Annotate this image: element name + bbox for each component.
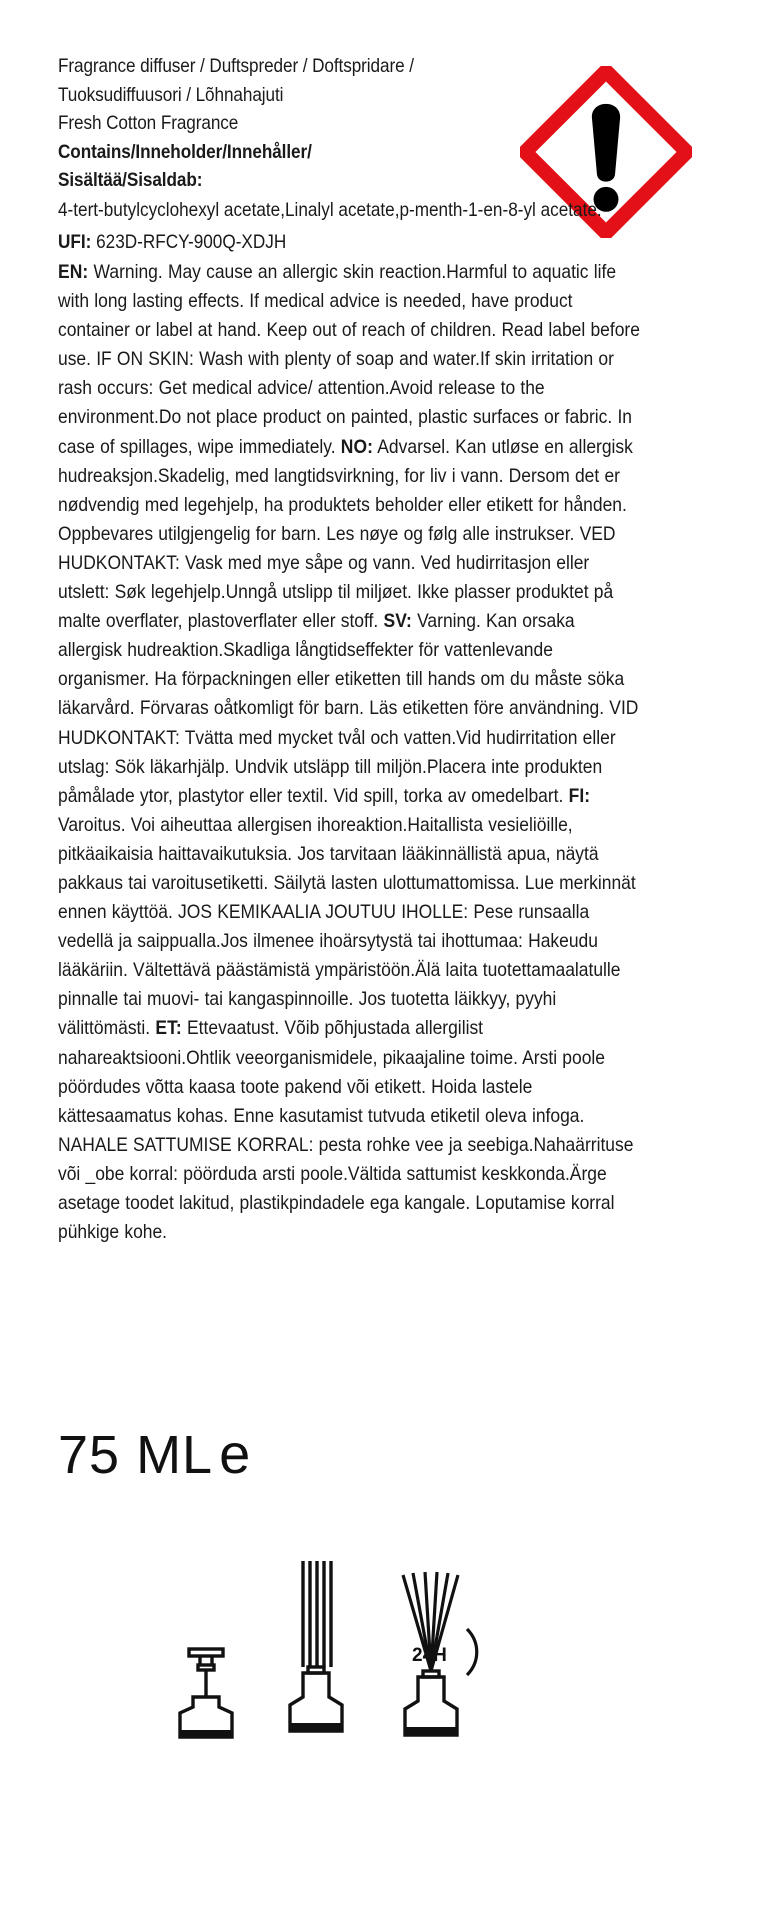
product-name-block [58, 52, 478, 195]
label-header [58, 52, 698, 195]
lang-code-fi: FI: [568, 784, 591, 807]
ufi-label: UFI: [58, 231, 92, 253]
hazard-statements-paragraph [58, 258, 643, 1247]
warning-text-no: Advarsel. Kan utløse en allergisk hudreaksjon.Skadelig, med langtidsvirkning, for liv i vann. Dersom det er nødvendig med legehjelp, ha produktets beholder eller etikett for hånden. Oppbevares utilgjengelig for barn. Les nøye og følg alle instrukser. VED HUDKONTAKT: Vask med mye såpe og vann. Ved hudirritasjon eller utslett: Søk legehjelp.Unngå utslipp til miljøet. Ikke plasser produktet på malte overflater, plastoverflater eller stoff. [58, 435, 633, 633]
diffuser-bottle-with-reeds-icon [270, 1555, 362, 1745]
diffuser-bottle-closed-icon [160, 1635, 252, 1745]
duration-label: 24H [412, 1645, 447, 1666]
product-name-line-2: Tuoksudiffuusori / Lõhnahajuti [58, 83, 284, 106]
warning-text-fi: Varoitus. Voi aiheuttaa allergisen ihoreaktion.Haitallista vesieliöille, pitkäaikaisia haittavaikutuksia. Jos tarvitaan lääkinnällistä apua, näytä pakkaus tai varoitusetiketti. Säilytä lasten ulottumattomissa. Lue merkinnät ennen käyttöä. JOS KEMIKAALIA JOUTUU IHOLLE: Pese runsaalla vedellä ja saippualla.Jos ilmenee ihoärsytystä tai ihottumaa: Hakeudu lääkäriin. Vältettävä päästämistä ympäristöön.Älä laita tuotettamaalatulle pinnalle tai muovi- tai kangaspinnoille. Jos tuotetta läikkyy, pyyhi välittömästi. [58, 813, 636, 1040]
volume-block [58, 1422, 252, 1485]
volume-value: 75 ML [58, 1425, 214, 1485]
fragrance-variant: Fresh Cotton Fragrance [58, 112, 239, 134]
lang-code-sv: SV: [383, 610, 412, 633]
estimated-sign-icon: e [219, 1422, 252, 1485]
lang-code-et: ET: [155, 1017, 182, 1040]
warning-text-sv: Varning. Kan orsaka allergisk hudreaktion.Skadliga långtidseffekter för vattenlevande organismer. Ha förpackningen eller etiketten till hands om du måste söka läkarvård. Förvaras oåtkomligt för barn. Läs etiketten före användning. VID HUDKONTAKT: Tvätta med mycket tvål och vatten.Vid hudirritation eller utslag: Sök läkarhjälp. Undvik utsläpp till miljön.Placera inte produkten påmålade ytor, plastytor eller textil. Vid spill, torka av omedelbart. [58, 610, 639, 807]
ingredients-block [58, 196, 708, 259]
ufi-row [58, 225, 630, 259]
product-name-line-1: Fragrance diffuser / Duftspreder / Doftspridare / [58, 55, 414, 77]
usage-step-1 [160, 1635, 252, 1745]
net-volume [58, 1422, 252, 1485]
warning-text-en: Warning. May cause an allergic skin reaction.Harmful to aquatic life with long lasting effects. If medical advice is needed, have product container or label at hand. Keep out of reach of children. Read label before use. IF ON SKIN: Wash with plenty of soap and water.If skin irritation or rash occurs: Get medical advice/ attention.Avoid release to the environment.Do not place product on painted, plastic surfaces or fabric. In case of spillages, wipe immediately. [58, 261, 640, 458]
lang-code-en: EN: [58, 261, 89, 283]
contains-heading-line-2: Sisältää/Sisaldab: [58, 169, 203, 191]
hazard-statements-block [58, 258, 643, 1247]
ingredients-list: 4-tert-butylcyclohexyl acetate,Linalyl acetate,p-menth-1-en-8-yl acetate. [58, 199, 602, 221]
contains-heading-line-1: Contains/Inneholder/Innehåller/ [58, 140, 312, 163]
usage-instructions-icons [150, 1545, 570, 1775]
ufi-code: 623D-RFCY-900Q-XDJH [96, 231, 287, 253]
usage-step-2 [270, 1555, 362, 1745]
lang-code-no: NO: [340, 435, 374, 458]
warning-text-et: Ettevaatust. Võib põhjustada allergilist nahareaktsiooni.Ohtlik veeorganismidele, pikaajaline toime. Arsti poole pöördudes võtta kaasa toote pakend või etikett. Hoida lastele kättesaamatus kohas. Enne kasutamist tutvuda etiketil oleva infoga. NAHALE SATTUMISE KORRAL: pesta rohke vee ja seebiga.Nahaärrituse või _obe korral: pöörduda arsti poole.Vältida sattumist keskkonda.Ärge asetage toodet lakitud, plastikpindadele ega kangale. Loputamise korral pühkige kohe. [58, 1017, 634, 1244]
